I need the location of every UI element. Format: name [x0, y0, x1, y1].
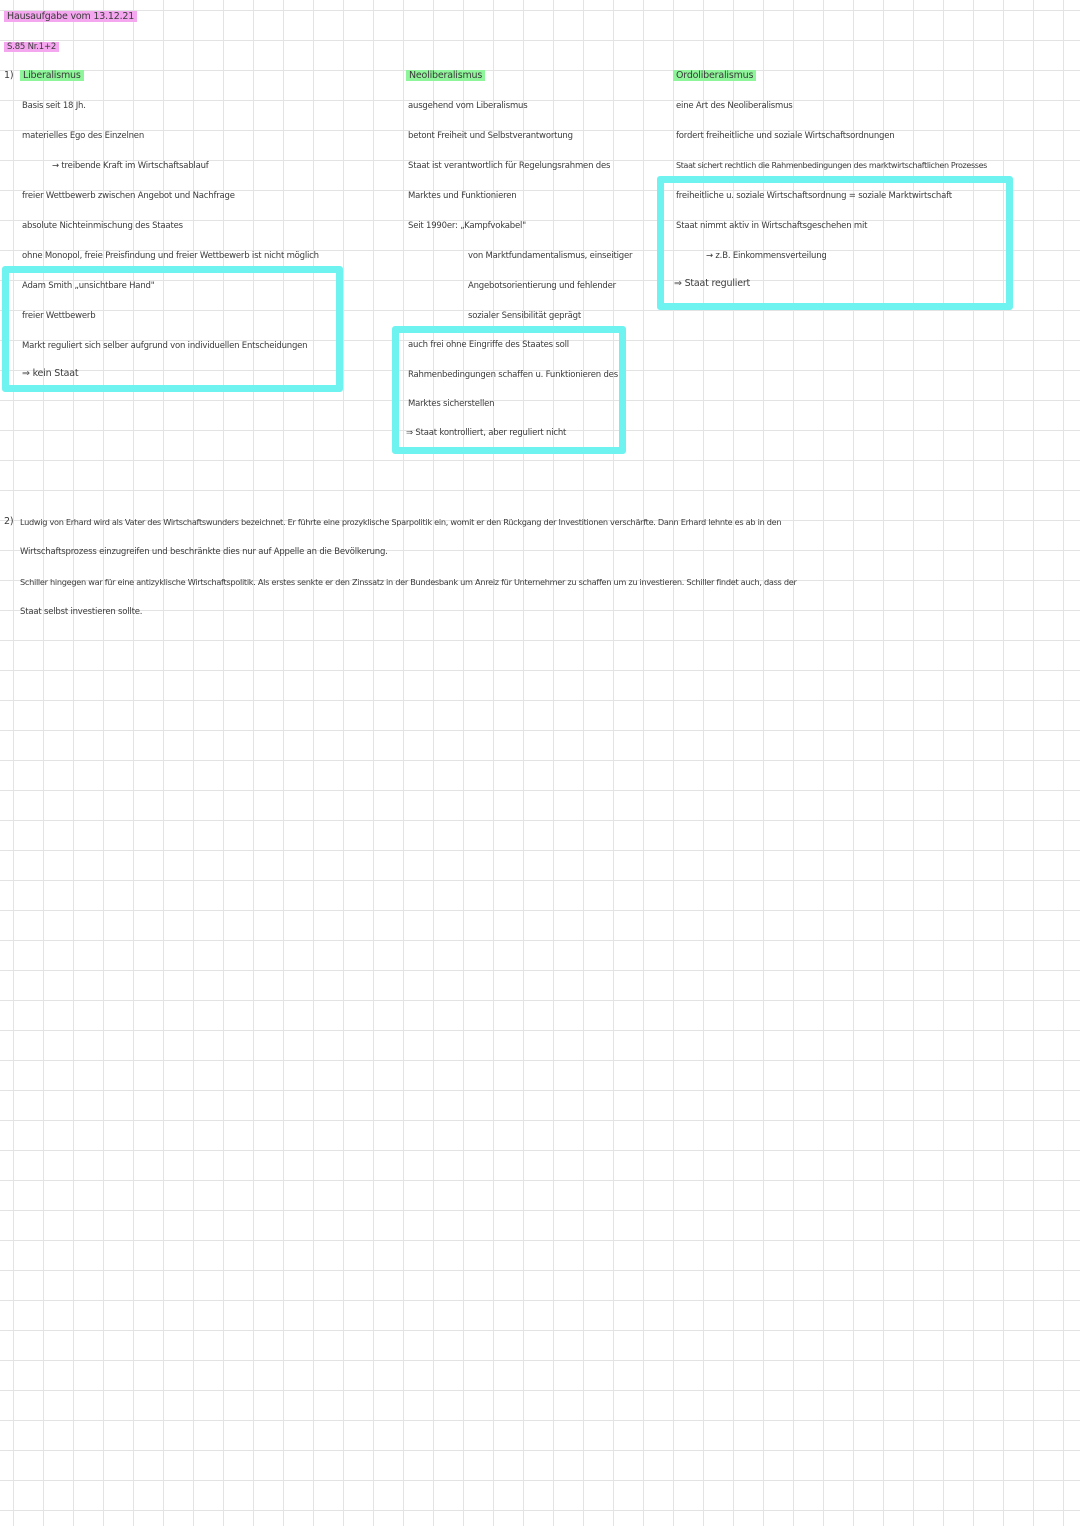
col1-line: → treibende Kraft im Wirtschaftsablauf	[52, 161, 209, 171]
col1-boxed-conclusion: ⇒ kein Staat	[22, 368, 79, 379]
col2-line: von Marktfundamentalismus, einseitiger	[468, 251, 633, 261]
section2-line: Ludwig von Erhard wird als Vater des Wirtschaftswunders bezeichnet. Er führte eine prozyklische Sparpolitik ein, womit er den Rückgang der Investitionen verschärfte. Dann Erhard lehnte es ab in den	[20, 517, 782, 527]
col2-line: Angebotsorientierung und fehlender	[468, 281, 616, 291]
col2-line: ausgehend vom Liberalismus	[408, 101, 528, 111]
col3-line: fordert freiheitliche und soziale Wirtschaftsordnungen	[676, 131, 895, 141]
col2-boxed-line: Rahmenbedingungen schaffen u. Funktionieren des	[408, 370, 618, 380]
col1-line: ohne Monopol, freie Preisfindung und freier Wettbewerb ist nicht möglich	[22, 251, 319, 261]
col3-line: Staat sichert rechtlich die Rahmenbedingungen des marktwirtschaftlichen Prozesses	[676, 161, 988, 170]
col3-boxed-line: freiheitliche u. soziale Wirtschaftsordnung = soziale Marktwirtschaft	[676, 191, 952, 201]
col3-boxed-line: Staat nimmt aktiv in Wirtschaftsgeschehen mit	[676, 221, 868, 231]
section2-line: Wirtschaftsprozess einzugreifen und beschränkte dies nur auf Appelle an die Bevölkerung.	[20, 547, 388, 557]
col3-line: eine Art des Neoliberalismus	[676, 101, 793, 111]
section2-line: Schiller hingegen war für eine antizyklische Wirtschaftspolitik. Als erstes senkte er den Zinssatz in der Bundesbank um Anreiz für Unternehmer zu schaffen um zu investieren. Schiller findet auch, dass der	[20, 577, 797, 587]
col2-line: betont Freiheit und Selbstverantwortung	[408, 131, 573, 141]
col1-boxed-line: Adam Smith „unsichtbare Hand"	[22, 281, 155, 291]
col3-heading: Ordoliberalismus	[673, 70, 756, 82]
col2-line: Staat ist verantwortlich für Regelungsrahmen des	[408, 161, 611, 171]
col1-boxed-line: freier Wettbewerb	[22, 311, 96, 321]
col2-line: Marktes und Funktionieren	[408, 191, 517, 201]
section1-number: 1)	[4, 70, 14, 81]
col3-boxed-line: → z.B. Einkommensverteilung	[706, 251, 827, 261]
page-subtitle: S.85 Nr.1+2	[4, 41, 59, 53]
col1-line: Basis seit 18 Jh.	[22, 101, 86, 111]
col1-line: freier Wettbewerb zwischen Angebot und Nachfrage	[22, 191, 235, 201]
col1-line: absolute Nichteinmischung des Staates	[22, 221, 183, 231]
col2-heading: Neoliberalismus	[406, 70, 485, 82]
col1-line: materielles Ego des Einzelnen	[22, 131, 145, 141]
col2-boxed-conclusion: ⇒ Staat kontrolliert, aber reguliert nicht	[406, 428, 567, 438]
col2-boxed-line: auch frei ohne Eingriffe des Staates soll	[408, 340, 569, 350]
col1-heading: Liberalismus	[20, 70, 84, 82]
section2-line: Staat selbst investieren sollte.	[20, 607, 143, 617]
col1-boxed-line: Markt reguliert sich selber aufgrund von individuellen Entscheidungen	[22, 341, 308, 351]
page-title: Hausaufgabe vom 13.12.21	[4, 11, 137, 23]
col2-line: Seit 1990er: „Kampfvokabel"	[408, 221, 526, 231]
section2-number: 2)	[4, 516, 14, 527]
col2-boxed-line: Marktes sicherstellen	[408, 399, 495, 409]
col3-boxed-conclusion: ⇒ Staat reguliert	[674, 278, 751, 289]
col2-line: sozialer Sensibilität geprägt	[468, 311, 581, 321]
